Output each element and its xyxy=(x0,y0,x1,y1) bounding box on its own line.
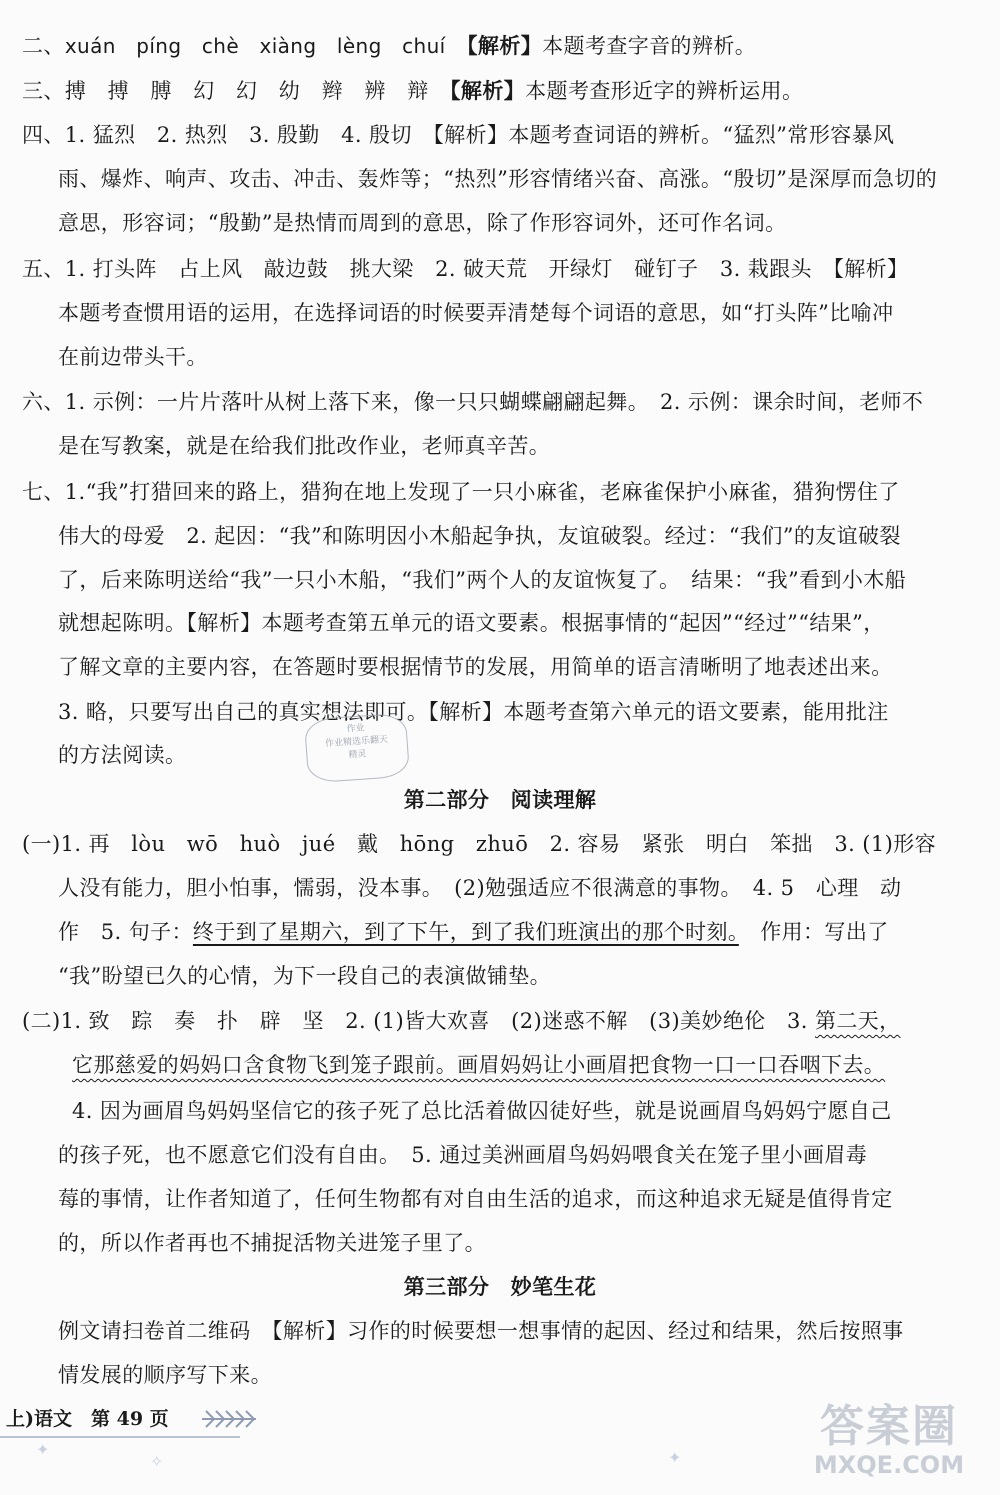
section-6-line-1: 六、1. 示例：一片片落叶从树上落下来，像一只只蝴蝶翩翩起舞。 2. 示例：课余时间，老师不 xyxy=(22,390,924,414)
section-5-line-2: 本题考查惯用语的运用，在选择词语的时候要弄清楚每个词语的意思，如“打头阵”比喻冲 xyxy=(58,301,894,325)
part-3-line-1: 例文请扫卷首二维码 【解析】习作的时候要想一想事情的起因、经过和结果，然后按照事 xyxy=(58,1319,904,1343)
part-2-title: 第二部分 阅读理解 xyxy=(403,787,597,812)
q1-sentence-label: 作 5. 句子： xyxy=(58,920,193,944)
section-7-line-4: 就想起陈明。【解析】本题考查第五单元的语文要素。根据事情的“起因”“经过”“结果”， xyxy=(58,611,885,635)
section-3-number: 三、 xyxy=(22,79,65,103)
part-2-q1-line-1: (一)1. 再 lòu wō huò jué 戴 hōng zhuō 2. 容易 紧张 明白 笨拙 3. (1)形容 xyxy=(22,832,937,856)
sparkle-icon: ✦ xyxy=(36,1440,50,1459)
section-7-line-2: 伟大的母爱 2. 起因：“我”和陈明因小木船起争执，友谊破裂。经过：“我们”的友谊破裂 xyxy=(58,524,901,548)
section-4-line-3: 意思，形容词；“殷勤”是热情而周到的意思，除了作形容词外，还可作名词。 xyxy=(58,211,787,235)
part-2-q1-line-2: 人没有能力，胆小怕事，懦弱，没本事。 (2)勉强适应不很满意的事物。 4. 5 心理 动 xyxy=(58,876,902,900)
analysis-tag: 【解析】 xyxy=(450,78,526,103)
part-3-title: 第三部分 妙笔生花 xyxy=(403,1274,597,1299)
watermark-logo xyxy=(794,1403,984,1481)
watermark-logo-text: 答案圈 xyxy=(820,1401,958,1452)
section-5-line-3: 在前边带头干。 xyxy=(58,345,208,369)
section-7-line-1: 七、1.“我”打猎回来的路上，猎狗在地上发现了一只小麻雀，老麻雀保护小麻雀，猎狗愣住了 xyxy=(22,480,900,504)
q1-underlined-sentence: 终于到了星期六，到了下午，到了我们班演出的那个时刻。 xyxy=(192,920,739,944)
part-2-q2-line-1 xyxy=(0,1006,1000,1036)
section-7-line-6: 3. 略，只要写出自己的真实想法即可。【解析】本题考查第六单元的语文要素，能用批注 xyxy=(58,700,889,724)
stamp-text-2: 作业精选乐翻天 xyxy=(324,734,389,750)
q2-wavy-start: 第二天， xyxy=(814,1009,901,1033)
sparkle-icon: ✦ xyxy=(668,1448,682,1467)
part-2-q2-line-4: 的孩子死，也不愿意它们没有自由。 5. 通过美洲画眉鸟妈妈喂食关在笼子里小画眉毒 xyxy=(58,1143,868,1167)
q1-effect: 作用：写出了 xyxy=(738,920,889,944)
stamp-mark xyxy=(304,713,410,784)
part-2-q2-line-5: 莓的事情，让作者知道了，任何生物都有对自由生活的追求，而这种追求无疑是值得肯定 xyxy=(58,1187,893,1211)
stamp-text-1: 作业 xyxy=(346,723,366,735)
part-2-q2-line-2 xyxy=(0,1050,1000,1080)
section-3-characters: 搏 搏 膊 幻 幻 幼 辫 辨 辩 xyxy=(64,79,429,103)
arrows-decoration-icon xyxy=(200,1406,260,1432)
section-2-line xyxy=(0,31,1000,61)
analysis-tag: 【解析】 xyxy=(467,33,543,58)
page-number: 上)语文 第 49 页 xyxy=(6,1408,169,1430)
section-3-line xyxy=(0,76,1000,106)
part-2-q1-line-3 xyxy=(0,917,1000,947)
section-6-line-2: 是在写教案，就是在给我们批改作业，老师真辛苦。 xyxy=(58,434,551,458)
section-2-analysis: 本题考查字音的辨析。 xyxy=(542,34,757,58)
section-5-line-1: 五、1. 打头阵 占上风 敲边鼓 挑大梁 2. 破天荒 开绿灯 碰钉子 3. 栽跟头 【解析】 xyxy=(22,257,909,281)
section-3-analysis: 本题考查形近字的辨析运用。 xyxy=(525,79,804,103)
footer-rule xyxy=(0,1436,240,1438)
section-4-line-1: 四、1. 猛烈 2. 热烈 3. 殷勤 4. 殷切 【解析】本题考查词语的辨析。“猛烈”常形容暴风 xyxy=(22,123,895,147)
section-4-line-2: 雨、爆炸、响声、攻击、冲击、轰炸等；“热烈”形容情绪兴奋、高涨。“殷切”是深厚而急切的 xyxy=(58,167,938,191)
stamp-text-3: 精灵 xyxy=(348,749,367,761)
section-7-line-5: 了解文章的主要内容，在答题时要根据情节的发展，用简单的语言清晰明了地表述出来。 xyxy=(58,655,893,679)
watermark-url: MXQE.COM xyxy=(813,1451,965,1479)
sparkle-icon: ✧ xyxy=(150,1452,164,1471)
part-2-q2-line-3: 4. 因为画眉鸟妈妈坚信它的孩子死了总比活着做囚徒好些，就是说画眉鸟妈妈宁愿自己 xyxy=(72,1099,892,1123)
section-2-pinyin: xuán píng chè xiàng lèng chuí xyxy=(64,34,446,58)
section-2-number: 二、 xyxy=(22,34,65,58)
section-7-line-7: 的方法阅读。 xyxy=(58,743,187,767)
section-7-line-3: 了，后来陈明送给“我”一只小木船，“我们”两个人的友谊恢复了。 结果：“我”看到小木船 xyxy=(58,568,907,592)
q2-answers: (二)1. 致 踪 奏 扑 辟 坚 2. (1)皆大欢喜 (2)迷惑不解 (3)美妙绝伦 3. xyxy=(22,1009,815,1033)
part-2-q1-line-4: “我”盼望已久的心情，为下一段自己的表演做铺垫。 xyxy=(58,964,552,988)
q2-wavy-sentence: 它那慈爱的妈妈口含食物飞到笼子跟前。画眉妈妈让小画眉把食物一口一口吞咽下去。 xyxy=(72,1053,886,1077)
part-2-q2-line-6: 的，所以作者再也不捕捉活物关进笼子里了。 xyxy=(58,1231,486,1255)
part-3-line-2: 情发展的顺序写下来。 xyxy=(58,1363,272,1387)
